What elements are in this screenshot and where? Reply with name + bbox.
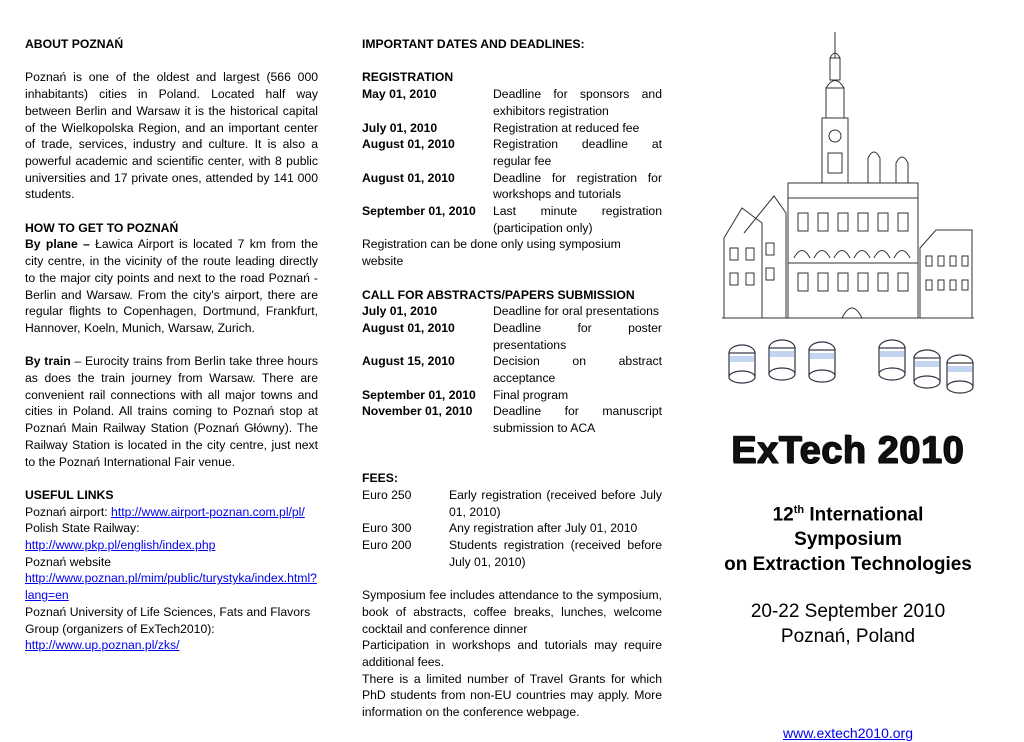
abs-text: Deadline for manuscript submission to ACA bbox=[493, 404, 662, 436]
ordinal-suffix: th bbox=[793, 504, 805, 516]
airport-link[interactable]: http://www.airport-poznan.com.pl/pl/ bbox=[111, 504, 305, 519]
workshops-note: Participation in workshops and tutorials may require additional fees. bbox=[362, 638, 662, 669]
ordinal: 12 bbox=[772, 504, 794, 526]
reg-text: Deadline for sponsors and exhibitors registration bbox=[493, 87, 662, 118]
fee-amount: Euro 300 bbox=[362, 521, 412, 536]
abs-text: Deadline for oral presentations bbox=[493, 304, 659, 319]
about-heading: ABOUT POZNAŃ bbox=[25, 37, 124, 51]
links-heading: USEFUL LINKS bbox=[25, 487, 114, 502]
event-place: Poznań, Poland bbox=[780, 626, 916, 647]
airport-label: Poznań airport: bbox=[25, 504, 112, 519]
fee-text: Any registration after July 01, 2010 bbox=[449, 521, 638, 536]
extech-logo: ExTech 2010 bbox=[731, 430, 965, 472]
howto-heading: HOW TO GET TO POZNAŃ bbox=[25, 220, 179, 235]
fee-text: Early registration (received before July 01, 2010) bbox=[449, 487, 662, 519]
grants-note: There is a limited number of Travel Grants for which PhD students from non-EU countries may apply. More information on the conference webpage. bbox=[362, 671, 662, 720]
abstract-row bbox=[362, 303, 662, 320]
abs-text: Deadline for poster presentations bbox=[493, 320, 662, 352]
reg-text: Registration deadline at regular fee bbox=[493, 137, 662, 168]
reg-date: May 01, 2010 bbox=[362, 87, 437, 102]
airport-link-line bbox=[25, 504, 318, 521]
fees-list bbox=[362, 487, 662, 571]
registration-row bbox=[362, 136, 662, 169]
symposium-line1: International Symposium bbox=[794, 504, 924, 551]
reg-date: August 01, 2010 bbox=[362, 137, 455, 152]
fee-amount: Euro 250 bbox=[362, 487, 412, 502]
abs-date: September 01, 2010 bbox=[362, 387, 476, 402]
fee-row bbox=[362, 537, 662, 570]
train-text: – Eurocity trains from Berlin take three hours as does the train journey from Warsaw. There are convenient rail connections with all major towns and cities in Poland. All trains coming to Poznań stop at Poznań Main Railway Station (Poznań Główny). The Railway Station is located in the city centre, just next to the Poznań International Fair venue. bbox=[25, 354, 318, 469]
reg-text: Registration at reduced fee bbox=[493, 120, 640, 135]
abstract-row bbox=[362, 387, 662, 404]
train-paragraph bbox=[25, 353, 318, 470]
poznan-town-hall-illustration bbox=[722, 18, 974, 398]
registration-heading: REGISTRATION bbox=[362, 70, 454, 85]
fee-includes: Symposium fee includes attendance to the symposium, book of abstracts, coffee breaks, lunches, welcome cocktail and conference dinner bbox=[362, 588, 662, 636]
site-label: Poznań website bbox=[25, 554, 112, 569]
poznan-website-link[interactable]: http://www.poznan.pl/mim/public/turystyka/index.html?lang=en bbox=[25, 571, 317, 603]
train-label: By train bbox=[25, 354, 71, 369]
event-when-where bbox=[722, 599, 974, 649]
fee-row bbox=[362, 520, 662, 537]
abstracts-heading: CALL FOR ABSTRACTS/PAPERS SUBMISSION bbox=[362, 287, 635, 302]
fee-row bbox=[362, 487, 662, 520]
registration-row bbox=[362, 203, 662, 236]
plane-label: By plane – bbox=[25, 237, 90, 252]
abstract-row bbox=[362, 320, 662, 353]
registration-row bbox=[362, 120, 662, 137]
abs-text: Final program bbox=[493, 387, 569, 402]
symposium-title bbox=[722, 498, 974, 577]
abs-date: July 01, 2010 bbox=[362, 304, 438, 319]
reg-date: July 01, 2010 bbox=[362, 120, 438, 135]
fee-text: Students registration (received before July 01, 2010) bbox=[449, 538, 662, 569]
abs-date: August 01, 2010 bbox=[362, 320, 455, 335]
fees-heading: FEES: bbox=[362, 471, 398, 486]
about-column bbox=[25, 36, 318, 654]
univ-link[interactable]: http://www.up.poznan.pl/zks/ bbox=[25, 638, 180, 653]
rail-label: Polish State Railway: bbox=[25, 521, 140, 536]
reg-text: Deadline for registration for workshops and tutorials bbox=[493, 170, 662, 202]
rail-link[interactable]: http://www.pkp.pl/english/index.php bbox=[25, 538, 216, 553]
registration-row bbox=[362, 170, 662, 203]
symposium-line2: on Extraction Technologies bbox=[724, 554, 972, 576]
registration-row bbox=[362, 86, 662, 119]
abstract-row bbox=[362, 353, 662, 386]
abstract-row bbox=[362, 403, 662, 436]
abs-date: November 01, 2010 bbox=[362, 404, 473, 419]
abstracts-list bbox=[362, 303, 662, 437]
plane-paragraph bbox=[25, 236, 318, 336]
dates-heading: IMPORTANT DATES AND DEADLINES: bbox=[362, 37, 585, 51]
univ-label: Poznań University of Life Sciences, Fats and Flavors Group (organizers of ExTech2010): bbox=[25, 604, 311, 636]
registration-list bbox=[362, 86, 662, 236]
cover-column bbox=[722, 36, 974, 741]
town-hall-sketch bbox=[722, 18, 974, 398]
abs-text: Decision on abstract acceptance bbox=[493, 354, 662, 386]
reg-date: September 01, 2010 bbox=[362, 204, 476, 219]
website-link[interactable]: www.extech2010.org bbox=[783, 725, 913, 741]
reg-text: Last minute registration (participation only) bbox=[493, 204, 662, 235]
registration-note: Registration can be done only using symposium website bbox=[362, 237, 621, 269]
dates-column bbox=[362, 36, 662, 721]
plane-text: Ławica Airport is located 7 km from the city centre, in the vicinity of the route leading directly to the major city points and next to the road Poznań - Berlin and Warsaw. From the city's airport, there are regular flights to Copenhagen, Dortmund, Frankfurt, Hannover, Koeln, Munich, Warsaw, Zurich. bbox=[25, 237, 318, 335]
about-text: Poznań is one of the oldest and largest (566 000 inhabitants) cities in Poland. Located half way between Berlin and Warsaw it is the historical capital of the Wielkopolska Region, and an important center of trade, services, industry and culture. It is also a powerful academic and scientific center, with 8 public universities and 17 private ones, attended by 141 000 students. bbox=[25, 70, 318, 202]
event-dates: 20-22 September 2010 bbox=[750, 601, 946, 622]
website-line bbox=[722, 725, 974, 742]
fee-amount: Euro 200 bbox=[362, 538, 412, 553]
reg-date: August 01, 2010 bbox=[362, 170, 455, 185]
abs-date: August 15, 2010 bbox=[362, 354, 455, 369]
